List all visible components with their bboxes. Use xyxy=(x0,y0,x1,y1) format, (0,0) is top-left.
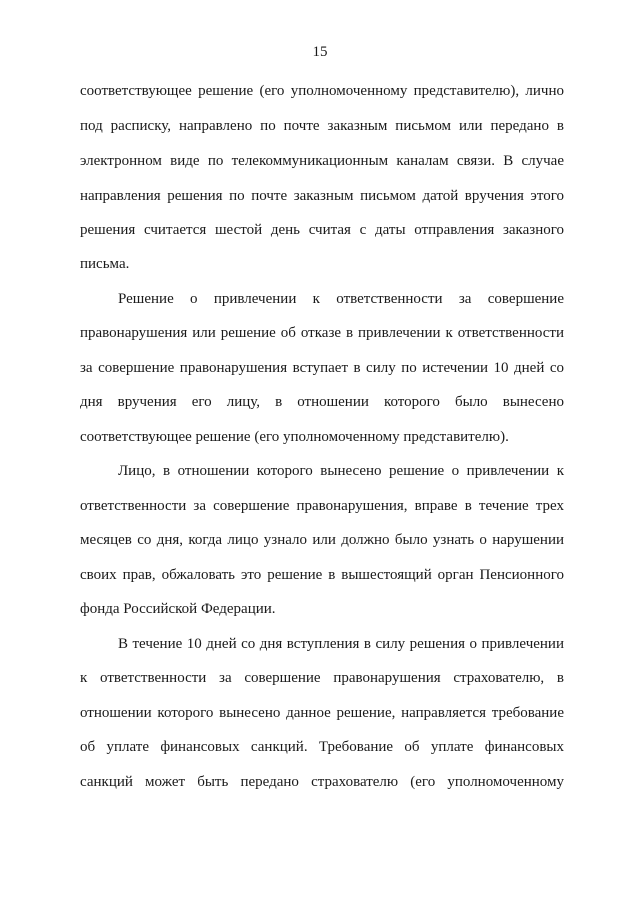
text-line: под расписку, направлено по почте заказным письмом или передано в xyxy=(80,118,564,134)
text-line: об уплате финансовых санкций. Требование об уплате финансовых xyxy=(80,739,564,755)
text-line: своих прав, обжаловать это решение в вышестоящий орган Пенсионного xyxy=(80,567,564,583)
text-line: письма. xyxy=(80,256,130,272)
text-line: направления решения по почте заказным письмом датой вручения этого xyxy=(80,188,564,204)
text-line: соответствующее решение (его уполномоченному представителю), лично xyxy=(80,83,564,99)
text-line: электронном виде по телекоммуникационным каналам связи. В случае xyxy=(80,153,564,169)
text-line: к ответственности за совершение правонарушения страхователю, в xyxy=(80,670,564,686)
text-line: соответствующее решение (его уполномоченному представителю). xyxy=(80,429,509,445)
page-number: 15 xyxy=(312,44,328,60)
paragraph-first-line: Решение о привлечении к ответственности за совершение xyxy=(118,291,564,307)
text-line: санкций может быть передано страхователю (его уполномоченному xyxy=(80,774,564,790)
text-line: ответственности за совершение правонарушения, вправе в течение трех xyxy=(80,498,564,514)
text-line: дня вручения его лицу, в отношении которого было вынесено xyxy=(80,394,564,410)
text-line: месяцев со дня, когда лицо узнало или должно было узнать о нарушении xyxy=(80,532,564,548)
paragraph-first-line: В течение 10 дней со дня вступления в силу решения о привлечении xyxy=(118,636,564,652)
text-line: за совершение правонарушения вступает в силу по истечении 10 дней со xyxy=(80,360,564,376)
text-line: правонарушения или решение об отказе в привлечении к ответственности xyxy=(80,325,564,341)
paragraph-first-line: Лицо, в отношении которого вынесено решение о привлечении к xyxy=(118,463,564,479)
text-line: фонда Российской Федерации. xyxy=(80,601,276,617)
text-line: отношении которого вынесено данное решение, направляется требование xyxy=(80,705,564,721)
text-line: решения считается шестой день считая с даты отправления заказного xyxy=(80,222,564,238)
